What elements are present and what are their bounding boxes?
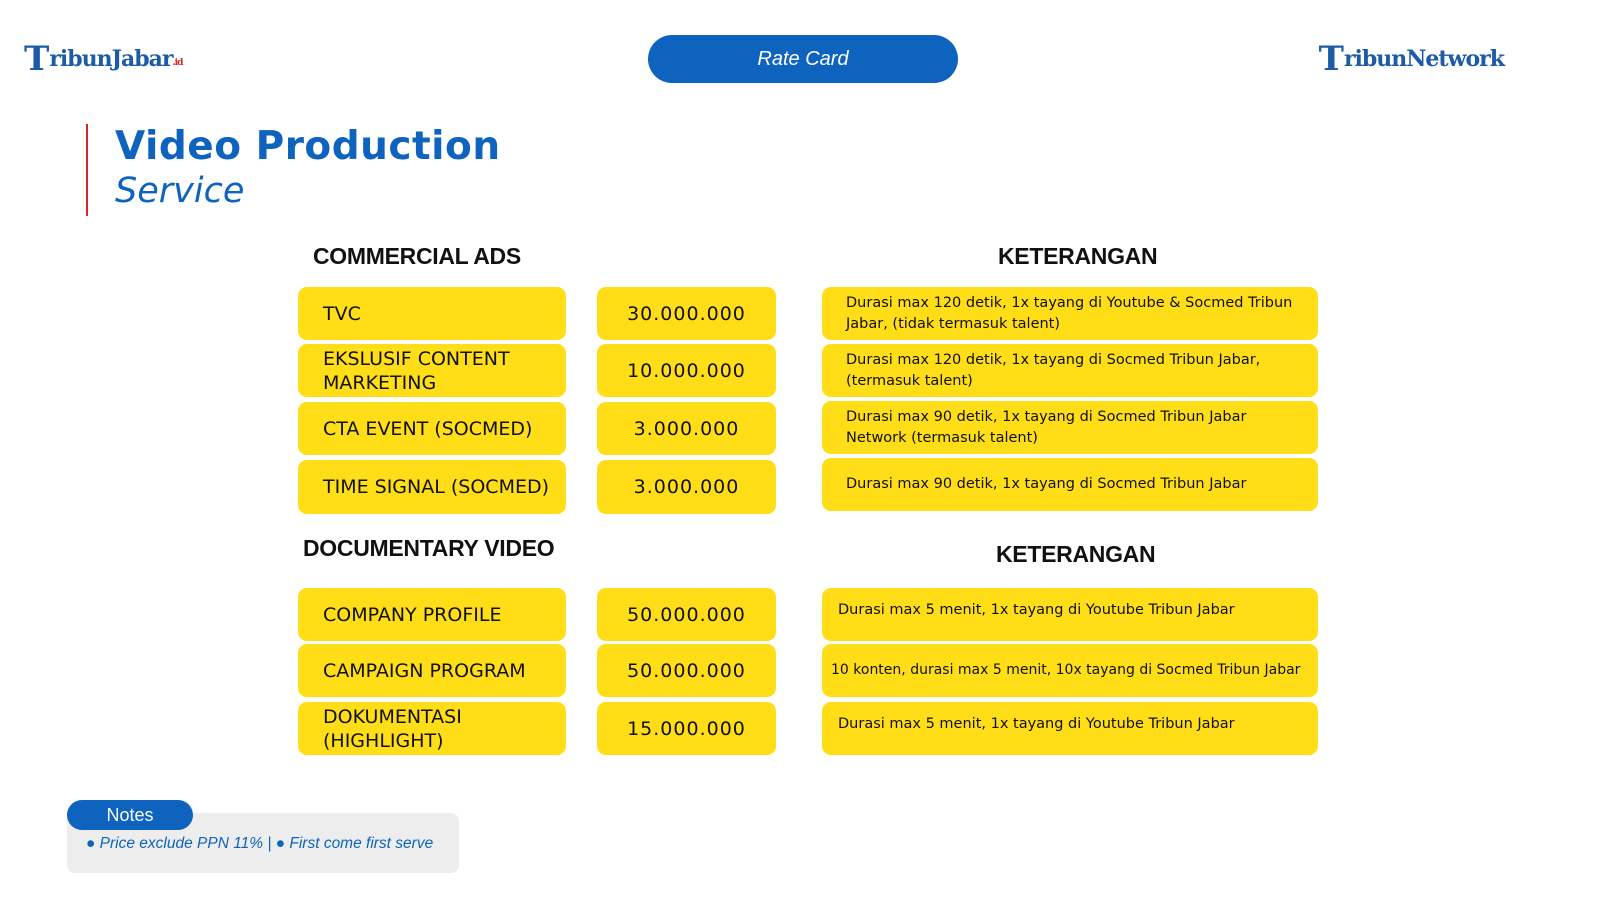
description-cell: Durasi max 90 detik, 1x tayang di Socmed Tribun Jabar xyxy=(822,458,1318,511)
service-name-cell: TIME SIGNAL (SOCMED) xyxy=(298,460,566,514)
logo-text: ribunNetwork xyxy=(1343,46,1504,72)
price-cell: 15.000.000 xyxy=(597,702,776,755)
logo-suffix: .id xyxy=(172,58,183,68)
commercial-ads-heading: COMMERCIAL ADS xyxy=(313,243,521,269)
page-subtitle: Service xyxy=(115,171,245,211)
documentary-video-heading: DOCUMENTARY VIDEO xyxy=(303,535,555,561)
description-cell: Durasi max 90 detik, 1x tayang di Socmed Tribun Jabar Network (termasuk talent) xyxy=(822,401,1318,454)
keterangan-heading: KETERANGAN xyxy=(996,541,1156,567)
logo-text: ribunJabar xyxy=(49,46,173,72)
notes-label: Notes xyxy=(67,800,193,830)
price-cell: 10.000.000 xyxy=(597,344,776,397)
service-name-cell: TVC xyxy=(298,287,566,340)
service-name-cell: CAMPAIGN PROGRAM xyxy=(298,644,566,697)
rate-card-pill: Rate Card xyxy=(648,35,958,83)
logo-mark: T xyxy=(24,39,49,79)
logo-mark: T xyxy=(1318,39,1343,79)
tribunjabar-logo xyxy=(24,39,183,79)
description-cell: Durasi max 5 menit, 1x tayang di Youtube Tribun Jabar xyxy=(822,702,1318,755)
notes-text: ● Price exclude PPN 11% | ● First come first serve xyxy=(86,835,434,852)
service-name-cell: EKSLUSIF CONTENT MARKETING xyxy=(298,344,566,397)
service-name-cell: COMPANY PROFILE xyxy=(298,588,566,641)
keterangan-heading: KETERANGAN xyxy=(998,243,1158,269)
price-cell: 3.000.000 xyxy=(597,402,776,455)
price-cell: 30.000.000 xyxy=(597,287,776,340)
description-cell: Durasi max 120 detik, 1x tayang di Socmed Tribun Jabar, (termasuk talent) xyxy=(822,344,1318,397)
service-name-cell: CTA EVENT (SOCMED) xyxy=(298,402,566,455)
title-accent-bar xyxy=(86,124,88,216)
price-cell: 50.000.000 xyxy=(597,644,776,697)
page-title: Video Production xyxy=(115,124,501,169)
price-cell: 50.000.000 xyxy=(597,588,776,641)
description-cell: Durasi max 5 menit, 1x tayang di Youtube Tribun Jabar xyxy=(822,588,1318,641)
service-name-cell: DOKUMENTASI (HIGHLIGHT) xyxy=(298,702,566,755)
description-cell: Durasi max 120 detik, 1x tayang di Youtube & Socmed Tribun Jabar, (tidak termasuk talent) xyxy=(822,287,1318,340)
tribunnetwork-logo xyxy=(1318,39,1504,79)
price-cell: 3.000.000 xyxy=(597,460,776,514)
description-cell: 10 konten, durasi max 5 menit, 10x tayang di Socmed Tribun Jabar xyxy=(822,644,1318,697)
